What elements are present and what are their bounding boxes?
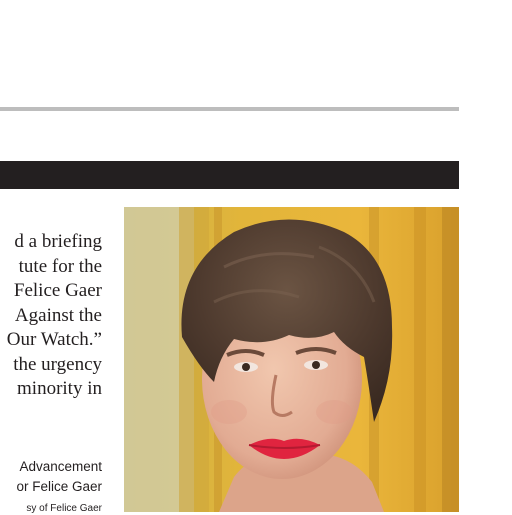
body-line: tute for the [18,255,102,277]
article-body [0,230,102,402]
section-header-bar [0,161,459,189]
photo-credit: sy of Felice Gaer [26,503,102,514]
photo-caption [0,457,102,515]
body-line: Against the [14,304,102,326]
body-line: minority in [17,378,102,399]
portrait-photo [124,207,459,512]
body-line: d a briefing [14,231,102,252]
top-rule [0,107,459,111]
caption-line: or Felice Gaer [16,479,102,494]
body-line: the urgency [13,353,102,375]
caption-line: Advancement [19,459,102,474]
body-line: Our Watch.” [6,329,102,350]
body-line: Felice Gaer [13,280,102,301]
